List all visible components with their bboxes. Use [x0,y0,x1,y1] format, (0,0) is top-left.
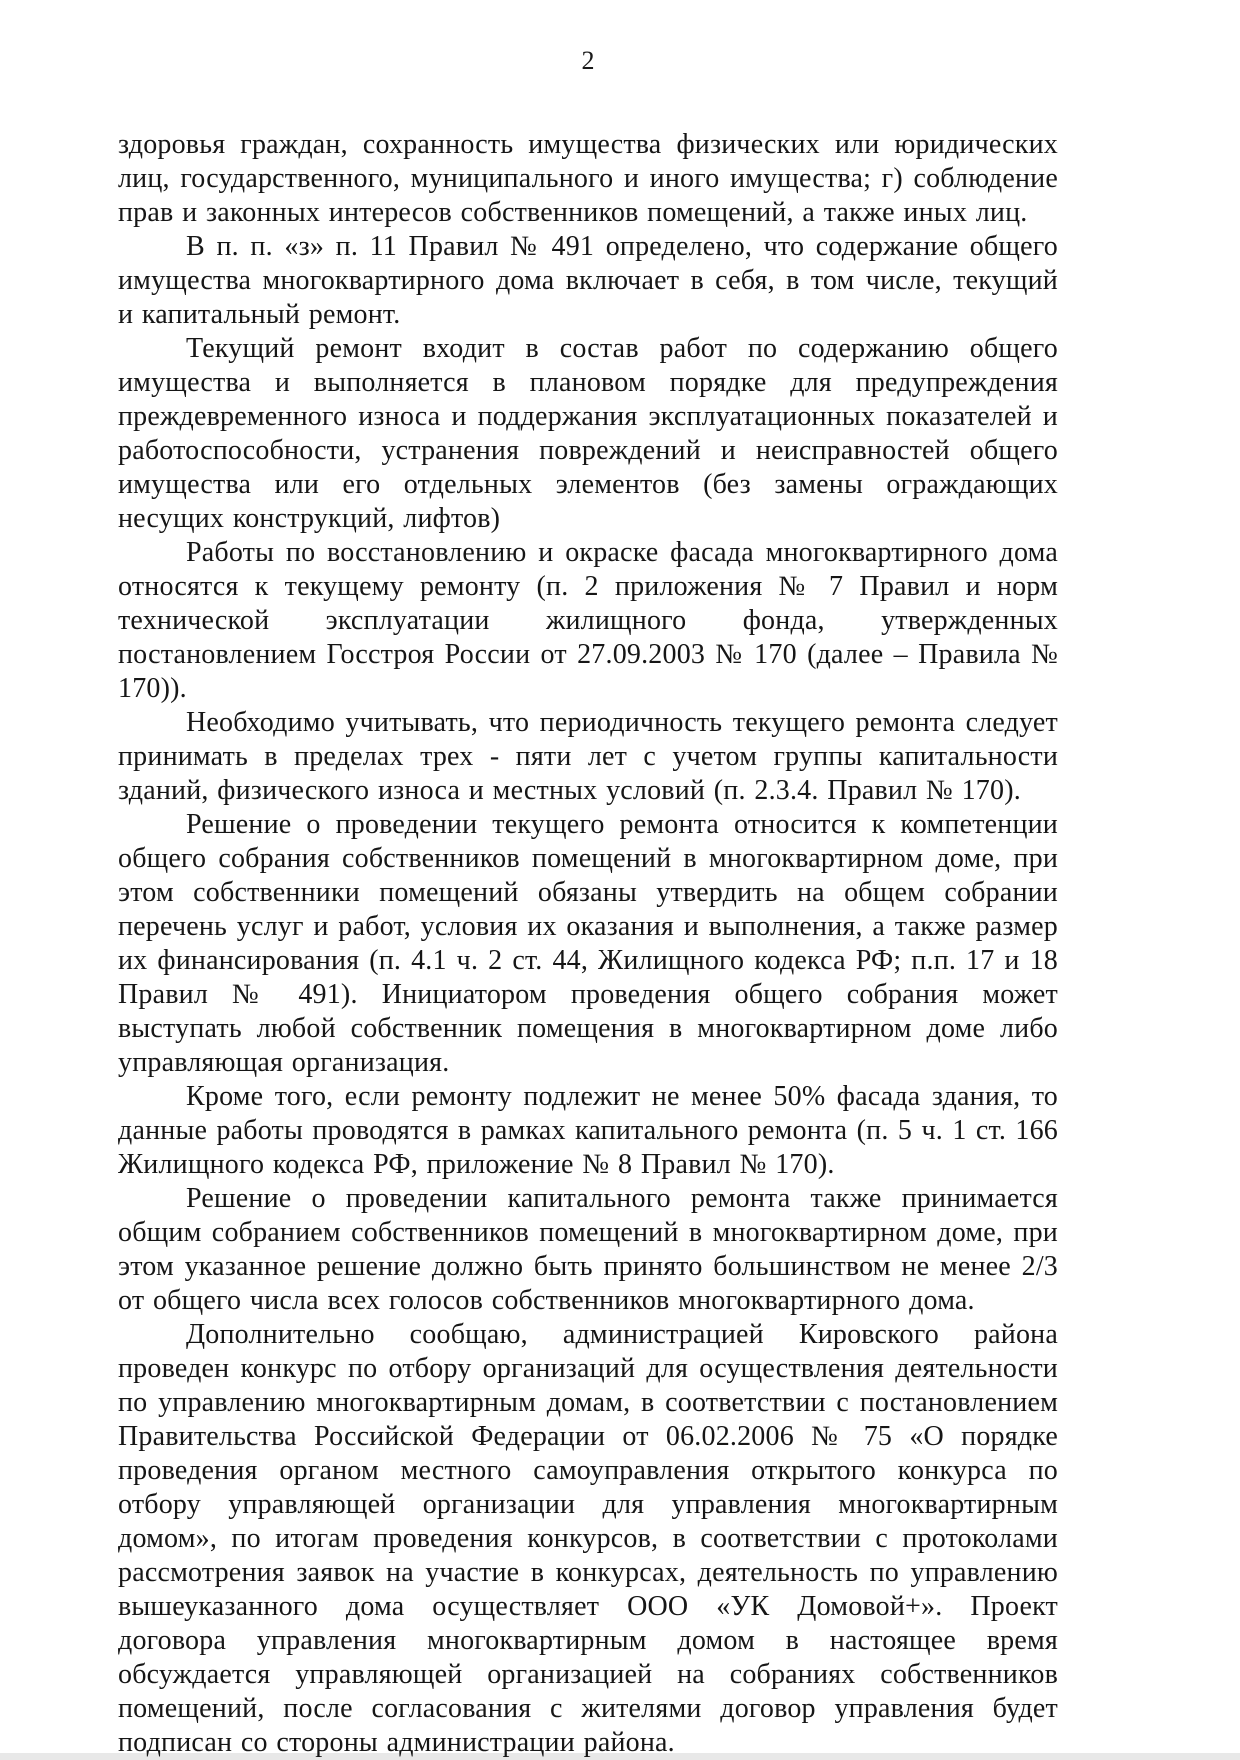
paragraph: В п. п. «з» п. 11 Правил № 491 определено, что содержание общего имущества многоквартирного дома включает в себя, в том числе, текущий и капитальный ремонт. [118,231,1058,330]
paragraph: здоровья граждан, сохранность имущества физических или юридических лиц, государственного, муниципального и иного имущества; г) соблюдение прав и законных интересов собственников помещений, а также иных лиц. [118,129,1058,228]
paragraph: Необходимо учитывать, что периодичность текущего ремонта следует принимать в пределах трех - пяти лет с учетом группы капитальности зданий, физического износа и местных условий (п. 2.3.4. Правил № 170). [118,707,1058,806]
paragraph: Работы по восстановлению и окраске фасада многоквартирного дома относятся к текущему ремонту (п. 2 приложения № 7 Правил и норм технической эксплуатации жилищного фонда, утвержденных постановлением Госстроя России от 27.09.2003 № 170 (далее – Правила № 170)). [118,537,1058,704]
paragraph: Кроме того, если ремонту подлежит не менее 50% фасада здания, то данные работы проводятся в рамках капитального ремонта (п. 5 ч. 1 ст. 166 Жилищного кодекса РФ, приложение № 8 Правил № 170). [118,1081,1058,1180]
document-body [118,128,1058,1760]
paragraph: Решение о проведении текущего ремонта относится к компетенции общего собрания собственников помещений в многоквартирном доме, при этом собственники помещений обязаны утвердить на общем собрании перечень услуг и работ, условия их оказания и выполнения, а также размер их финансирования (п. 4.1 ч. 2 ст. 44, Жилищного кодекса РФ; п.п. 17 и 18 Правил № 491). Инициатором проведения общего собрания может выступать любой собственник помещения в многоквартирном доме либо управляющая организация. [118,809,1058,1078]
paragraph: Решение о проведении капитального ремонта также принимается общим собранием собственников помещений в многоквартирном доме, при этом указанное решение должно быть принято большинством не менее 2/3 от общего числа всех голосов собственников многоквартирного дома. [118,1183,1058,1316]
paragraph: Текущий ремонт входит в состав работ по содержанию общего имущества и выполняется в плановом порядке для предупреждения преждевременного износа и поддержания эксплуатационных показателей и работоспособности, устранения повреждений и неисправностей общего имущества или его отдельных элементов (без замены ограждающих несущих конструкций, лифтов) [118,333,1058,534]
page-number: 2 [581,46,595,75]
paragraph: Дополнительно сообщаю, администрацией Кировского района проведен конкурс по отбору организаций для осуществления деятельности по управлению многоквартирным домам, в соответствии с постановлением Правительства Российской Федерации от 06.02.2006 № 75 «О порядке проведения органом местного самоуправления открытого конкурса по отбору управляющей организации для управления многоквартирным домом», по итогам проведения конкурсов, в соответствии с протоколами рассмотрения заявок на участие в конкурсах, деятельность по управлению вышеуказанного дома осуществляет ООО «УК Домовой+». Проект договора управления многоквартирным домом в настоящее время обсуждается управляющей организацией на собраниях собственников помещений, после согласования с жителями договор управления будет подписан со стороны администрации района. [118,1319,1058,1758]
